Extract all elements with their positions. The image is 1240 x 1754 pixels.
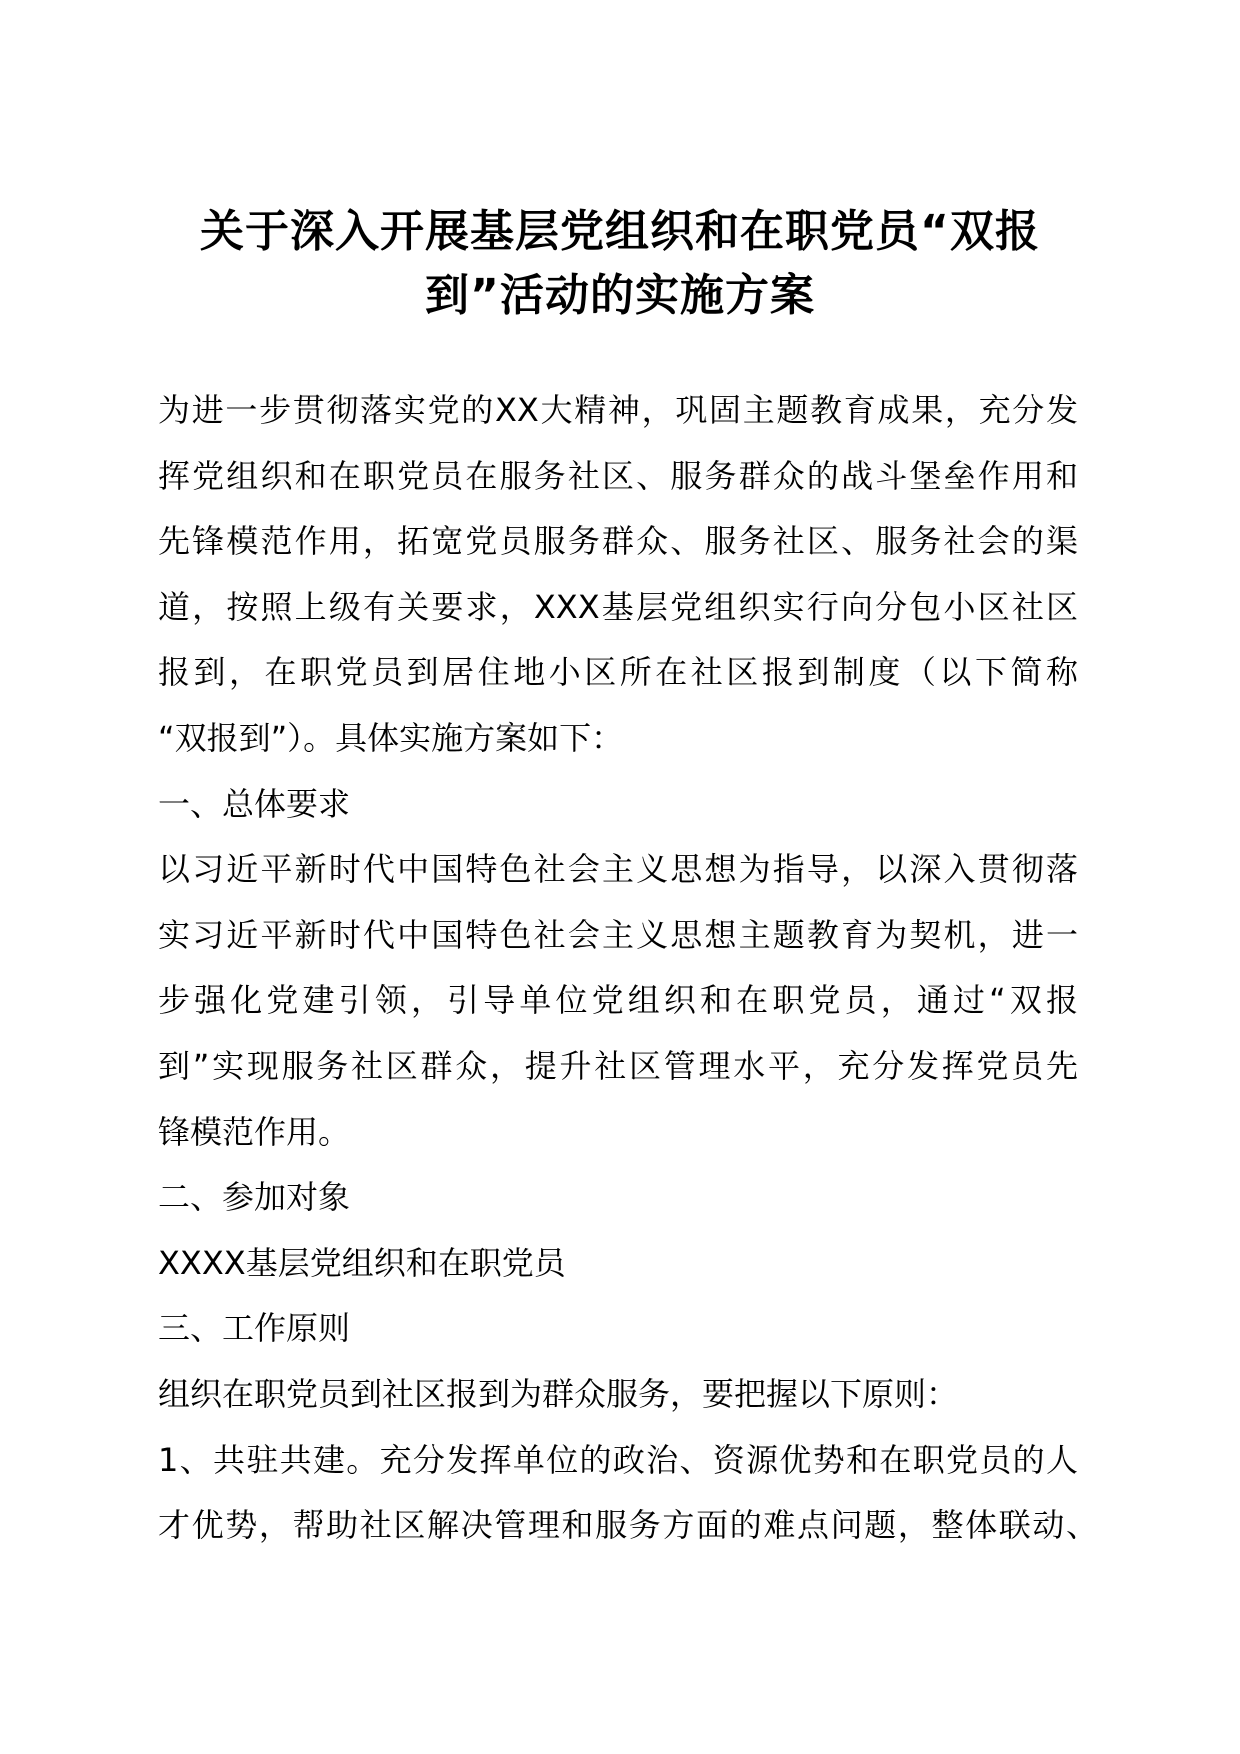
body-line: 先锋模范作用，拓宽党员服务群众、服务社区、服务社会的渠: [158, 522, 1078, 561]
body-line: 为进一步贯彻落实党的XX大精神，巩固主题教育成果，充分发: [158, 391, 1078, 429]
body-line: 实习近平新时代中国特色社会主义思想主题教育为契机，进一: [158, 915, 1078, 954]
section-heading-2: 二、参加对象: [158, 1178, 351, 1217]
body-line: 道，按照上级有关要求，XXX基层党组织实行向分包小区社区: [158, 587, 1078, 626]
title-line-1: 关于深入开展基层党组织和在职党员“双报: [200, 206, 1040, 257]
section-heading-3: 三、工作原则: [158, 1309, 351, 1348]
body-line: 报到，在职党员到居住地小区所在社区报到制度（以下简称: [158, 653, 1078, 692]
section-heading-1: 一、总体要求: [158, 784, 351, 823]
document-body: [158, 378, 1118, 1559]
body-line: 到”实现服务社区群众，提升社区管理水平，充分发挥党员先: [158, 1046, 1078, 1085]
body-line: 锋模范作用。: [158, 1112, 351, 1151]
body-line: XXXX基层党组织和在职党员: [158, 1243, 566, 1282]
document-title: [140, 200, 1100, 328]
body-line: “双报到”）。具体实施方案如下：: [158, 718, 624, 757]
body-line: 才优势，帮助社区解决管理和服务方面的难点问题，整体联动、: [158, 1506, 1098, 1545]
body-line: 以习近平新时代中国特色社会主义思想为指导，以深入贯彻落: [158, 850, 1078, 889]
title-line-2: 到”活动的实施方案: [425, 270, 815, 321]
body-line: 组织在职党员到社区报到为群众服务，要把握以下原则：: [158, 1374, 959, 1413]
body-line: 步强化党建引领，引导单位党组织和在职党员，通过“双报: [158, 981, 1078, 1020]
body-line: 挥党组织和在职党员在服务社区、服务群众的战斗堡垒作用和: [158, 456, 1078, 495]
body-line: 1、共驻共建。充分发挥单位的政治、资源优势和在职党员的人: [158, 1440, 1078, 1479]
